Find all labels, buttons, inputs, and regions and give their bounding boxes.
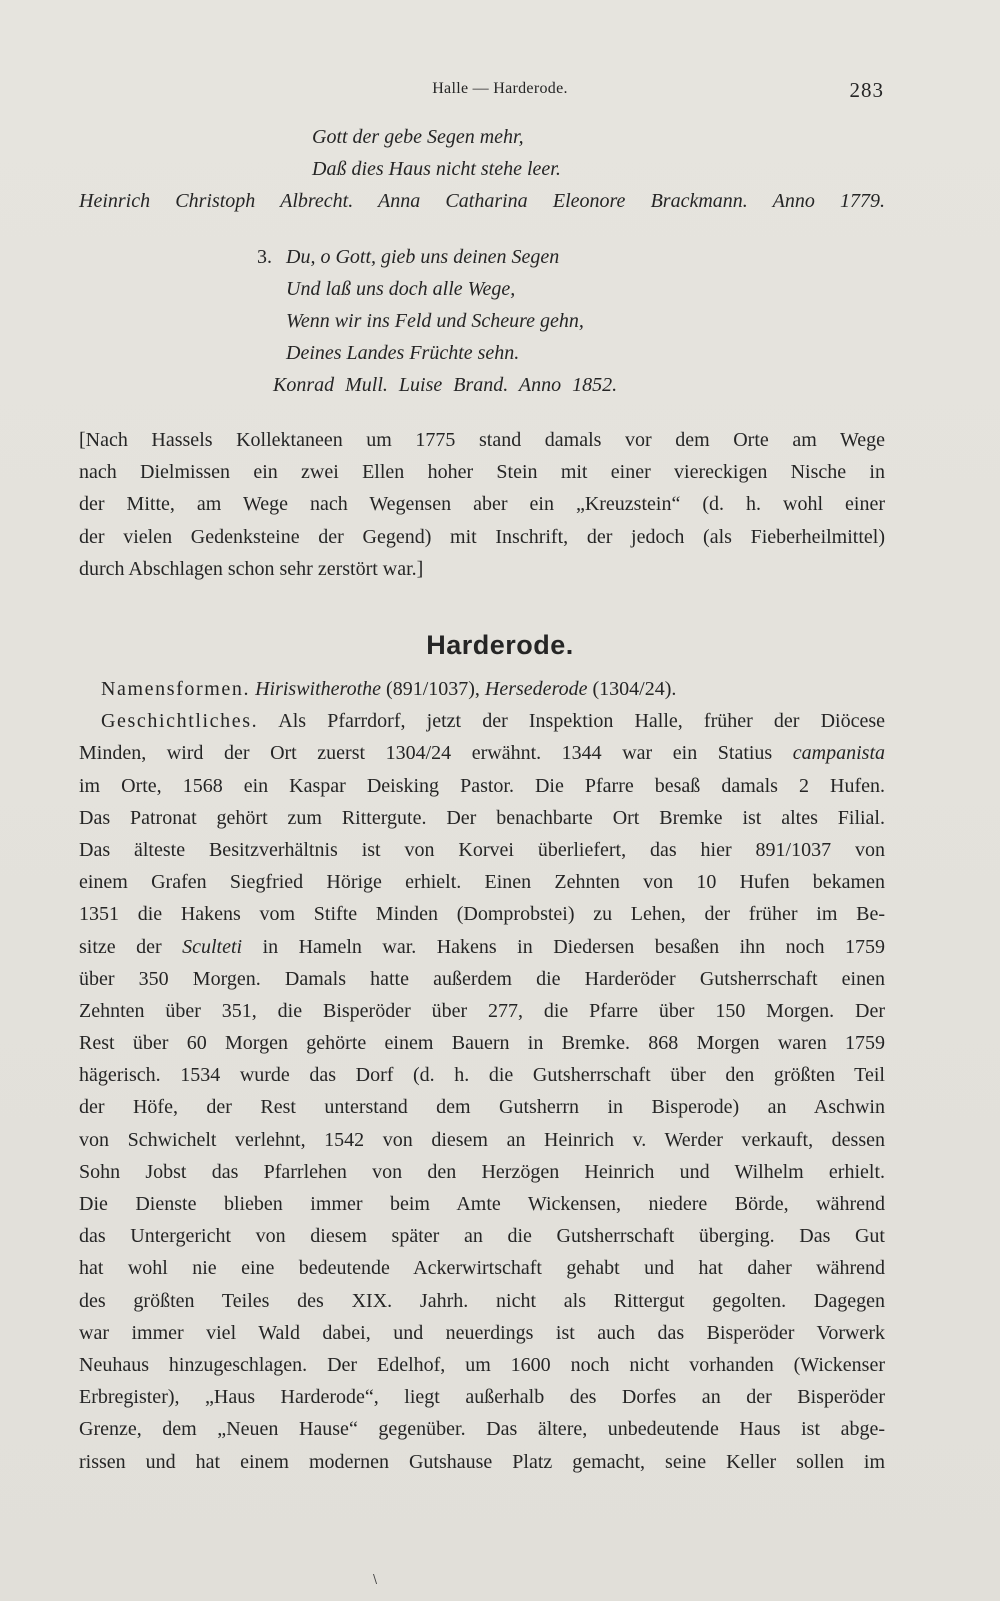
inscription-2-line-1 <box>257 246 559 269</box>
note-line: der Mitte, am Wege nach Wegensen aber ein „Kreuzstein“ (d. h. wohl einer <box>79 493 885 516</box>
body-line: Erbregister), „Haus Harderode“, liegt außerhalb des Dorfes an der Bisperöder <box>79 1386 885 1409</box>
name-form-1-date: (891/1037), <box>386 678 480 700</box>
note-paragraph <box>79 424 885 585</box>
note-line: nach Dielmissen ein zwei Ellen hoher Stein mit einer viereckigen Nische in <box>79 461 885 484</box>
section-body <box>79 673 885 1478</box>
body-italic: Sculteti <box>182 935 243 958</box>
body-line: über 350 Morgen. Damals hatte außerdem die Harderöder Gutsherrschaft einen <box>79 967 885 990</box>
body-line: einem Grafen Siegfried Hörige erhielt. Einen Zehnten von 10 Hufen bekamen <box>79 871 885 894</box>
inscription-1-line-2: Daß dies Haus nicht stehe leer. <box>312 158 561 180</box>
body-line <box>79 737 885 769</box>
body-line: Zehnten über 351, die Bisperöder über 277, die Pfarre über 150 Morgen. Der <box>79 999 885 1022</box>
footer-mark: \ <box>373 1572 378 1586</box>
note-line: der vielen Gedenksteine der Gegend) mit Inschrift, der jedoch (als Fieberheilmittel) <box>79 525 885 548</box>
running-title: Halle — Harderode. <box>432 80 568 97</box>
inscription-2-signature: Konrad Mull. Luise Brand. Anno 1852. <box>273 374 618 396</box>
body-line: das Untergericht von diesem später an die Gutsherrschaft überging. Das Gut <box>79 1225 885 1248</box>
namensformen-line <box>79 673 885 705</box>
body-line: Das älteste Besitzverhältnis ist von Korvei überliefert, das hier 891/1037 von <box>79 838 885 861</box>
geschichtliches-label: Geschichtliches. <box>101 710 259 733</box>
body-text: in Hameln war. Hakens in Diedersen besaßen ihn noch 1759 <box>262 935 885 958</box>
name-form-2-date: (1304/24). <box>592 678 677 700</box>
inscription-2-line-3: Wenn wir ins Feld und Scheure gehn, <box>286 310 584 332</box>
body-line: rissen und hat einem modernen Gutshause Platz gemacht, seine Keller sollen im <box>79 1450 885 1473</box>
body-line: Sohn Jobst das Pfarrlehen von den Herzögen Heinrich und Wilhelm erhielt. <box>79 1160 885 1183</box>
inscription-1-signature: Heinrich Christoph Albrecht. Anna Catharina Eleonore Brackmann. Anno 1779. <box>79 190 885 212</box>
inscription-1-line-1: Gott der gebe Segen mehr, <box>312 126 524 148</box>
body-line: im Orte, 1568 ein Kaspar Deisking Pastor. Die Pfarre besaß damals 2 Hufen. <box>79 774 885 797</box>
body-line: der Höfe, der Rest unterstand dem Gutsherrn in Bisperode) an Aschwin <box>79 1096 885 1119</box>
name-form-1: Hiriswitherothe <box>255 678 382 700</box>
body-line: Grenze, dem „Neuen Hause“ gegenüber. Das ältere, unbedeutende Haus ist abge- <box>79 1418 885 1441</box>
note-line: durch Abschlagen schon sehr zerstört war.] <box>79 557 424 580</box>
body-line: Das Patronat gehört zum Rittergute. Der benachbarte Ort Bremke ist altes Filial. <box>79 806 885 829</box>
name-form-2: Hersederode <box>484 678 588 700</box>
body-line: Neuhaus hinzugeschlagen. Der Edelhof, um 1600 noch nicht vorhanden (Wickenser <box>79 1353 885 1376</box>
body-line <box>79 931 885 963</box>
body-line: war immer viel Wald dabei, und neuerdings ist auch das Bisperöder Vorwerk <box>79 1321 885 1344</box>
section-heading: Harderode. <box>426 630 574 660</box>
body-line: Die Dienste blieben immer beim Amte Wickensen, niedere Börde, während <box>79 1193 885 1215</box>
inscription-2-line-4: Deines Landes Früchte sehn. <box>286 342 520 364</box>
page-header <box>0 74 1000 114</box>
body-line: hat wohl nie eine bedeutende Ackerwirtschaft gehabt und hat daher während <box>79 1257 885 1280</box>
body-text: Minden, wird der Ort zuerst 1304/24 erwähnt. 1344 war ein Statius <box>79 742 773 765</box>
inscription-2-line-2: Und laß uns doch alle Wege, <box>286 278 516 300</box>
body-italic: campanista <box>792 742 886 765</box>
body-line: von Schwichelt verlehnt, 1542 von diesem an Heinrich v. Werder verkauft, dessen <box>79 1128 885 1151</box>
inscription-2-text-1: Du, o Gott, gieb uns deinen Segen <box>286 246 560 268</box>
page-number: 283 <box>849 78 884 102</box>
body-line: hägerisch. 1534 wurde das Dorf (d. h. die Gutsherrschaft über den größten Teil <box>79 1064 885 1087</box>
inscription-number: 3. <box>257 246 272 268</box>
geschichtliches-text: Als Pfarrdorf, jetzt der Inspektion Halle, früher der Diöcese <box>278 710 885 733</box>
note-line: [Nach Hassels Kollektaneen um 1775 stand damals vor dem Orte am Wege <box>79 429 885 451</box>
body-text: sitze der <box>79 935 162 958</box>
body-line: Rest über 60 Morgen gehörte einem Bauern in Bremke. 868 Morgen waren 1759 <box>79 1032 885 1055</box>
body-line: 1351 die Hakens vom Stifte Minden (Domprobstei) zu Lehen, der früher im Be- <box>79 903 885 926</box>
namensformen-label: Namensformen. <box>101 678 251 700</box>
body-line: des größten Teiles des XIX. Jahrh. nicht als Rittergut gegolten. Dagegen <box>79 1289 885 1312</box>
geschichtliches-line <box>79 705 885 737</box>
